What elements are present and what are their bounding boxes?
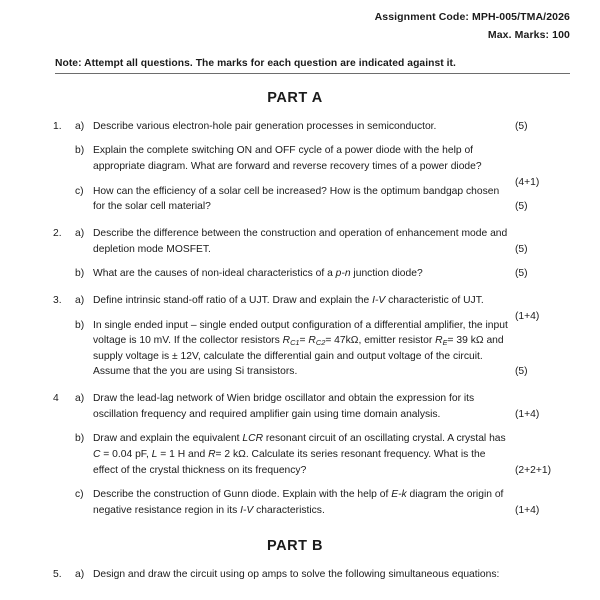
question-part-row bbox=[0, 119, 600, 135]
question-part-letter: b) bbox=[75, 145, 85, 157]
question-text: How can the efficiency of a solar cell be increased? How is the optimum bandgap chosen for the solar cell material? bbox=[93, 185, 500, 213]
question-number: 3. bbox=[53, 294, 62, 306]
question-block bbox=[0, 226, 600, 282]
marks-value: (1+4) bbox=[515, 408, 540, 420]
question-text: What are the causes of non-ideal characteristics of a p-n junction diode? bbox=[93, 268, 423, 280]
question-block bbox=[0, 567, 600, 583]
question-block bbox=[0, 119, 600, 215]
question-part-letter: c) bbox=[75, 489, 84, 501]
question-part-letter: a) bbox=[75, 294, 85, 306]
question-part-letter: b) bbox=[75, 433, 85, 445]
assignment-code-line: Assignment Code: MPH-005/TMA/2026 bbox=[374, 11, 570, 23]
question-text: Draw the lead-lag network of Wien bridge oscillator and obtain the expression for its oscillation frequency and required amplifier gain using time domain analysis. bbox=[93, 393, 475, 420]
max-marks-line: Max. Marks: 100 bbox=[487, 29, 570, 42]
part-b-question-list bbox=[0, 567, 600, 583]
question-number: 2. bbox=[53, 227, 62, 239]
question-number: 1. bbox=[53, 120, 62, 132]
question-block bbox=[0, 391, 600, 518]
marks-value: (4+1) bbox=[515, 176, 540, 188]
marks-value: (1+4) bbox=[515, 504, 540, 516]
question-number: 5. bbox=[53, 568, 62, 580]
question-text: Describe the difference between the construction and operation of enhancement mode and depletion mode MOSFET. bbox=[93, 227, 508, 255]
marks-value: (5) bbox=[515, 201, 528, 213]
question-part-letter: a) bbox=[75, 227, 85, 239]
question-text: In single ended input – single ended output configuration of a differential amplifier, the input voltage is 10 mV. If the collector resistors $R_{C1}= R_{C2}= 47k\Omega$, emitter resistor $R_E= 39$ kΩ and supply voltage is ± 12V, calculate the differential gain and output voltage of the circuit. Assume that the you are using Si transistors. bbox=[93, 319, 508, 378]
question-part-letter: a) bbox=[75, 393, 85, 405]
question-part-letter: c) bbox=[75, 185, 84, 197]
marks-value: (5) bbox=[515, 120, 528, 132]
question-block bbox=[0, 293, 600, 380]
question-part-row bbox=[0, 567, 600, 583]
question-part-row bbox=[0, 293, 600, 322]
marks-value: (5) bbox=[515, 268, 528, 280]
marks-value: (5) bbox=[515, 366, 528, 378]
marks-value: (1+4) bbox=[515, 310, 540, 322]
question-part-row bbox=[0, 266, 600, 282]
question-text: Explain the complete switching ON and OFF cycle of a power diode with the help of appropriate diagram. What are forward and reverse recovery times of a power diode? bbox=[93, 145, 482, 173]
question-part-row bbox=[0, 226, 600, 257]
part-b-heading: PART B bbox=[267, 537, 323, 554]
question-text: Describe the construction of Gunn diode. Explain with the help of E-k diagram the origin of negative resistance region in its I-V characteristics. bbox=[93, 489, 504, 516]
question-part-row bbox=[0, 487, 600, 518]
question-text: Describe various electron-hole pair generation processes in semiconductor. bbox=[93, 120, 437, 132]
question-part-row bbox=[0, 318, 600, 381]
question-part-row bbox=[0, 184, 600, 215]
question-text: Draw and explain the equivalent LCR resonant circuit of an oscillating crystal. A crystal has C = 0.04 pF, L = 1 H and R= 2 kΩ. Calculate its series resonant frequency. What is the effect of the crystal thickness on its frequency? bbox=[93, 433, 506, 476]
note-block bbox=[55, 58, 570, 74]
question-part-letter: a) bbox=[75, 120, 85, 132]
part-a-heading: PART A bbox=[267, 89, 323, 106]
question-part-row bbox=[0, 391, 600, 422]
part-a-question-list bbox=[0, 119, 600, 519]
question-part-letter: b) bbox=[75, 268, 85, 280]
marks-value: (2+2+1) bbox=[515, 464, 552, 476]
marks-value: (5) bbox=[515, 243, 528, 255]
question-part-row bbox=[0, 143, 600, 188]
question-part-letter: b) bbox=[75, 319, 85, 331]
question-number: 4 bbox=[53, 393, 59, 405]
question-text: Design and draw the circuit using op amps to solve the following simultaneous equations: bbox=[93, 568, 500, 580]
question-part-row bbox=[0, 431, 600, 478]
question-part-letter: a) bbox=[75, 568, 85, 580]
document-header bbox=[0, 0, 600, 45]
question-text: Define intrinsic stand-off ratio of a UJT. Draw and explain the I-V characteristic of UJT. bbox=[93, 294, 484, 306]
header-divider bbox=[55, 73, 570, 74]
note-text: Note: Attempt all questions. The marks for each question are indicated against it. bbox=[55, 57, 456, 69]
